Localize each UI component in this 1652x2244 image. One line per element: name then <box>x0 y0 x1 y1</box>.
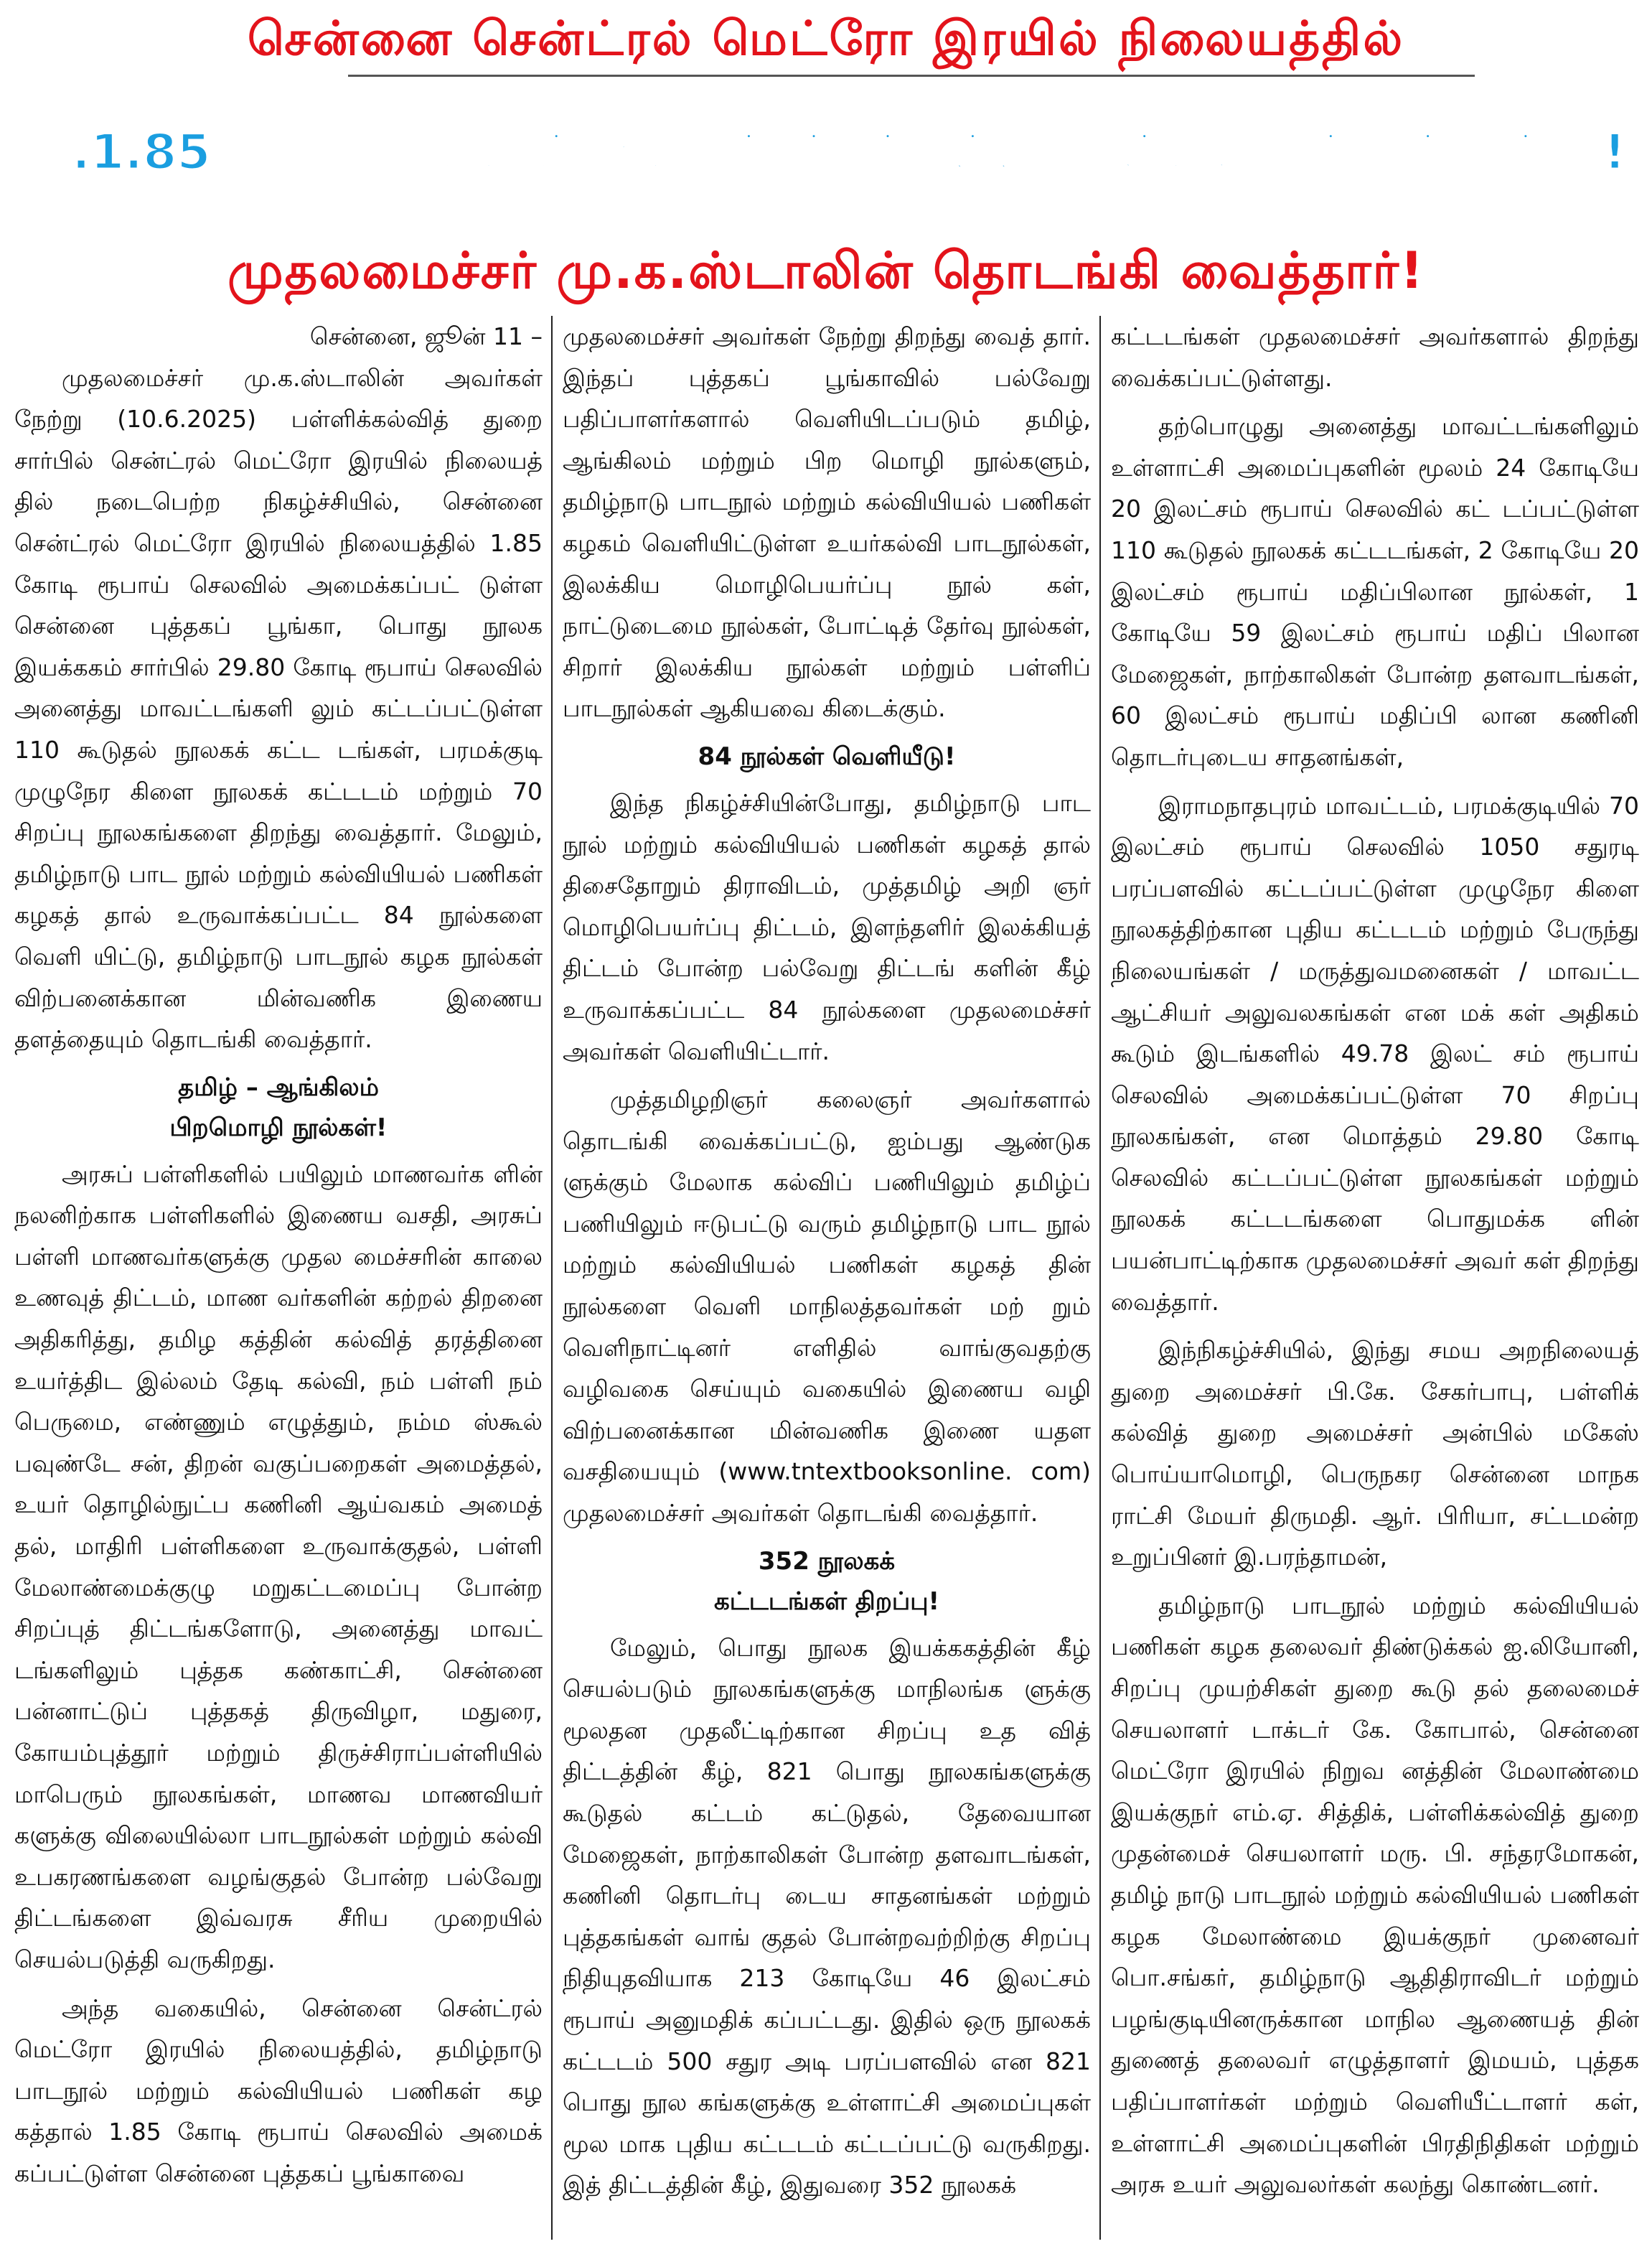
paragraph: தற்பொழுது அனைத்து மாவட்டங்களிலும் உள்ளாட்சி அமைப்புகளின் மூலம் 24 கோடியே 20 இலட்சம் ரூபாய் செலவில் கட் டப்பட்டுள்ள 110 கூடுதல் நூலகக் கட்டடங்கள், 2 கோடியே 20 இலட்சம் ரூபாய் மதிப்பிலான நூல்கள், 1 கோடியே 59 இலட்சம் ரூபாய் மதிப் பிலான மேஜைகள், நாற்காலிகள் போன்ற தளவாடங்கள், 60 இலட்சம் ரூபாய் மதிப்பி லான கணினி தொடர்புடைய சாதனங்கள், <box>1111 412 1639 771</box>
paragraph: முதலமைச்சர் மு.க.ஸ்டாலின் அவர்கள் நேற்று (10.6.2025) பள்ளிக்கல்வித் துறை சார்பில் சென்ட்ரல் மெட்ரோ இரயில் நிலையத் தில் நடைபெற்ற நிகழ்ச்சியில், சென்னை சென்ட்ரல் மெட்ரோ இரயில் நிலையத்தில் 1.85 கோடி ரூபாய் செலவில் அமைக்கப்பட் டுள்ள சென்னை புத்தகப் பூங்கா, பொது நூலக இயக்ககம் சார்பில் 29.80 கோடி ரூபாய் செலவில் அனைத்து மாவட்டங்களி லும் கட்டப்பட்டுள்ள 110 கூடுதல் நூலகக் கட்ட டங்கள், பரமக்குடி முழுநேர கிளை நூலகக் கட்டடம் மற்றும் 70 சிறப்பு நூலகங்களை திறந்து வைத்தார். மேலும், தமிழ்நாடு பாட நூல் மற்றும் கல்வியியல் பணிகள் கழகத் தால் உருவாக்கப்பட்ட 84 நூல்களை வெளி யிட்டு, தமிழ்நாடு பாடநூல் கழக நூல்கள் விற்பனைக்கான மின்வணிக இணைய தளத்தையும் தொடங்கி வைத்தார். <box>14 363 543 1054</box>
paragraph: முத்தமிழறிஞர் கலைஞர் அவர்களால் தொடங்கி வைக்கப்பட்டு, ஐம்பது ஆண்டுக ளுக்கும் மேலாக கல்விப் பணியிலும் தமிழ்ப் பணியிலும் ஈடுபட்டு வரும் தமிழ்நாடு பாட நூல் மற்றும் கல்வியியல் பணிகள் கழகத் தின் நூல்களை வெளி மாநிலத்தவர்கள் மற் றும் வெளிநாட்டினர் எளிதில் வாங்குவதற்கு வழிவகை செய்யும் வகையில் இணைய வழி விற்பனைக்கான மின்வணிக இணை யதள வசதியையும் (www.tntextbooksonline. com) முதலமைச்சர் அவர்கள் தொடங்கி வைத்தார். <box>563 1085 1091 1528</box>
headline-kicker: சென்னை சென்ட்ரல் மெட்ரோ இரயில் நிலையத்தில் <box>247 11 1405 66</box>
subheading: கட்டடங்கள் திறப்பு! <box>713 1586 940 1616</box>
paragraph: தமிழ்நாடு பாடநூல் மற்றும் கல்வியியல் பணிகள் கழக தலைவர் திண்டுக்கல் ஐ.லியோனி, சிறப்பு முயற்சிகள் துறை கூடு தல் தலைமைச் செயலாளர் டாக்டர் கே. கோபால், சென்னை மெட்ரோ இரயில் நிறுவ னத்தின் மேலாண்மை இயக்குநர் எம்.ஏ. சித்திக், பள்ளிக்கல்வித் துறை முதன்மைச் செயலாளர் மரு. பி. சந்தரமோகன், தமிழ் நாடு பாடநூல் மற்றும் கல்வியியல் பணிகள் கழக மேலாண்மை இயக்குநர் முனைவர் பொ.சங்கர், தமிழ்நாடு ஆதிதிராவிடர் மற்றும் பழங்குடியினருக்கான மாநில ஆணையத் தின் துணைத் தலைவர் எழுத்தாளர் இமயம், புத்தக பதிப்பாளர்கள் மற்றும் வெளியீட்டாளர் கள், உள்ளாட்சி அமைப்புகளின் பிரதிநிதிகள் மற்றும் அரசு உயர் அலுவலர்கள் கலந்து கொண்டனர். <box>1111 1591 1639 2199</box>
paragraph: அரசுப் பள்ளிகளில் பயிலும் மாணவர்க ளின் நலனிற்காக பள்ளிகளில் இணைய வசதி, அரசுப் பள்ளி மாணவர்களுக்கு முதல மைச்சரின் காலை உணவுத் திட்டம், மாண வர்களின் கற்றல் திறனை அதிகரித்து, தமிழ கத்தின் கல்வித் தரத்தினை உயர்த்திட இல்லம் தேடி கல்வி, நம் பள்ளி நம் பெருமை, எண்ணும் எழுத்தும், நம்ம ஸ்கூல் பவுண்டே சன், திறன் வகுப்பறைகள் அமைத்தல், உயர் தொழில்நுட்ப கணினி ஆய்வகம் அமைத் தல், மாதிரி பள்ளிகளை உருவாக்குதல், பள்ளி மேலாண்மைக்குழு மறுகட்டமைப்பு போன்ற சிறப்புத் திட்டங்களோடு, அனைத்து மாவட் டங்களிலும் புத்தக கண்காட்சி, சென்னை பன்னாட்டுப் புத்தகத் திருவிழா, மதுரை, கோயம்புத்தூர் மற்றும் திருச்சிராப்பள்ளியில் மாபெரும் நூலகங்கள், மாணவ மாணவியர் களுக்கு விலையில்லா பாடநூல்கள் மற்றும் கல்வி உபகரணங்களை வழங்குதல் போன்ற பல்வேறு திட்டங்களை இவ்வரசு சீரிய முறையில் செயல்படுத்தி வருகிறது. <box>14 1159 543 1973</box>
paragraph: இராமநாதபுரம் மாவட்டம், பரமக்குடியில் 70 இலட்சம் ரூபாய் செலவில் 1050 சதுரடி பரப்பளவில் கட்டப்பட்டுள்ள முழுநேர கிளை நூலகத்திற்கான புதிய கட்டடம் மற்றும் பேருந்து நிலையங்கள் / மருத்துவமனைகள் / மாவட்ட ஆட்சியர் அலுவலகங்கள் என மக் கள் அதிகம் கூடும் இடங்களில் 49.78 இலட் சம் ரூபாய் செலவில் அமைக்கப்பட்டுள்ள 70 சிறப்பு நூலகங்கள், என மொத்தம் 29.80 கோடி செலவில் கட்டப்பட்டுள்ள நூலகங்கள் மற்றும் நூலகக் கட்டடங்களை பொதுமக்க ளின் பயன்பாட்டிற்காக முதலமைச்சர் அவர் கள் திறந்து வைத்தார். <box>1111 791 1639 1316</box>
headline-underline <box>348 75 1475 77</box>
paragraph: முதலமைச்சர் அவர்கள் நேற்று திறந்து வைத் தார். இந்தப் புத்தகப் பூங்காவில் பல்வேறு பதிப்பாளர்களால் வெளியிடப்படும் தமிழ், ஆங்கிலம் மற்றும் பிற மொழி நூல்களும், தமிழ்நாடு பாடநூல் மற்றும் கல்வியியல் பணிகள் கழகம் வெளியிட்டுள்ள உயர்கல்வி பாடநூல்கள், இலக்கிய மொழிபெயர்ப்பு நூல் கள், நாட்டுடைமை நூல்கள், போட்டித் தேர்வு நூல்கள், சிறார் இலக்கிய நூல்கள் மற்றும் பள்ளிப் பாடநூல்கள் ஆகியவை கிடைக்கும். <box>563 322 1091 723</box>
subheading: 352 நூலகக் <box>758 1546 896 1576</box>
article-column-2 <box>563 316 1091 2240</box>
dateline: சென்னை, ஜூன் 11 – <box>309 322 543 350</box>
headline-sub: முதலமைச்சர் மு.க.ஸ்டாலின் தொடங்கி வைத்தார்! <box>227 241 1425 300</box>
column-divider <box>551 316 553 2240</box>
headline-main: ரூ.1.85 கோடி செலவில் அமைக்கப்பட்டுள்ள சென்னை புத்தகப் பூங்கா! <box>26 124 1626 181</box>
paragraph: மேலும், பொது நூலக இயக்ககத்தின் கீழ் செயல்படும் நூலகங்களுக்கு மாநிலங்க ளுக்கு மூலதன முதலீட்டிற்கான சிறப்பு உத வித் திட்டத்தின் கீழ், 821 பொது நூலகங்களுக்கு கூடுதல் கட்டம் கட்டுதல், தேவையான மேஜைகள், நாற்காலிகள் போன்ற தளவாடங்கள், கணினி தொடர்பு டைய சாதனங்கள் மற்றும் புத்தகங்கள் வாங் குதல் போன்றவற்றிற்கு சிறப்பு நிதியுதவியாக 213 கோடியே 46 இலட்சம் ரூபாய் அனுமதிக் கப்பட்டது. இதில் ஒரு நூலகக் கட்டடம் 500 சதுர அடி பரப்பளவில் என 821 பொது நூல கங்களுக்கு உள்ளாட்சி அமைப்புகள் மூல மாக புதிய கட்டடம் கட்டப்பட்டு வருகிறது. இத் திட்டத்தின் கீழ், இதுவரை 352 நூலகக் <box>563 1633 1091 2199</box>
paragraph: இந்த நிகழ்ச்சியின்போது, தமிழ்நாடு பாட நூல் மற்றும் கல்வியியல் பணிகள் கழகத் தால் திசைதோறும் திராவிடம், முத்தமிழ் அறி ஞர் மொழிபெயர்ப்பு திட்டம், இளந்தளிர் இலக்கியத் திட்டம் போன்ற பல்வேறு திட்டங் களின் கீழ் உருவாக்கப்பட்ட 84 நூல்களை முதலமைச்சர் அவர்கள் வெளியிட்டார். <box>563 788 1091 1065</box>
paragraph: இந்நிகழ்ச்சியில், இந்து சமய அறநிலையத் துறை அமைச்சர் பி.கே. சேகர்பாபு, பள்ளிக் கல்வித் துறை அமைச்சர் அன்பில் மகேஸ் பொய்யாமொழி, பெருநகர சென்னை மாநக ராட்சி மேயர் திருமதி. ஆர். பிரியா, சட்டமன்ற உறுப்பினர் இ.பரந்தாமன், <box>1111 1336 1639 1571</box>
article-column-3 <box>1111 316 1639 2240</box>
paragraph: கட்டடங்கள் முதலமைச்சர் அவர்களால் திறந்து வைக்கப்பட்டுள்ளது. <box>1111 322 1639 392</box>
subheading: 84 நூல்கள் வெளியீடு! <box>698 742 956 771</box>
column-divider <box>1099 316 1101 2240</box>
subheading: பிறமொழி நூல்கள்! <box>169 1113 388 1142</box>
article-column-1 <box>14 316 543 2240</box>
paragraph: அந்த வகையில், சென்னை சென்ட்ரல் மெட்ரோ இரயில் நிலையத்தில், தமிழ்நாடு பாடநூல் மற்றும் கல்வியியல் பணிகள் கழ கத்தால் 1.85 கோடி ரூபாய் செலவில் அமைக் கப்பட்டுள்ள சென்னை புத்தகப் பூங்காவை <box>14 1993 543 2187</box>
subheading: தமிழ் – ஆங்கிலம் <box>178 1072 379 1102</box>
